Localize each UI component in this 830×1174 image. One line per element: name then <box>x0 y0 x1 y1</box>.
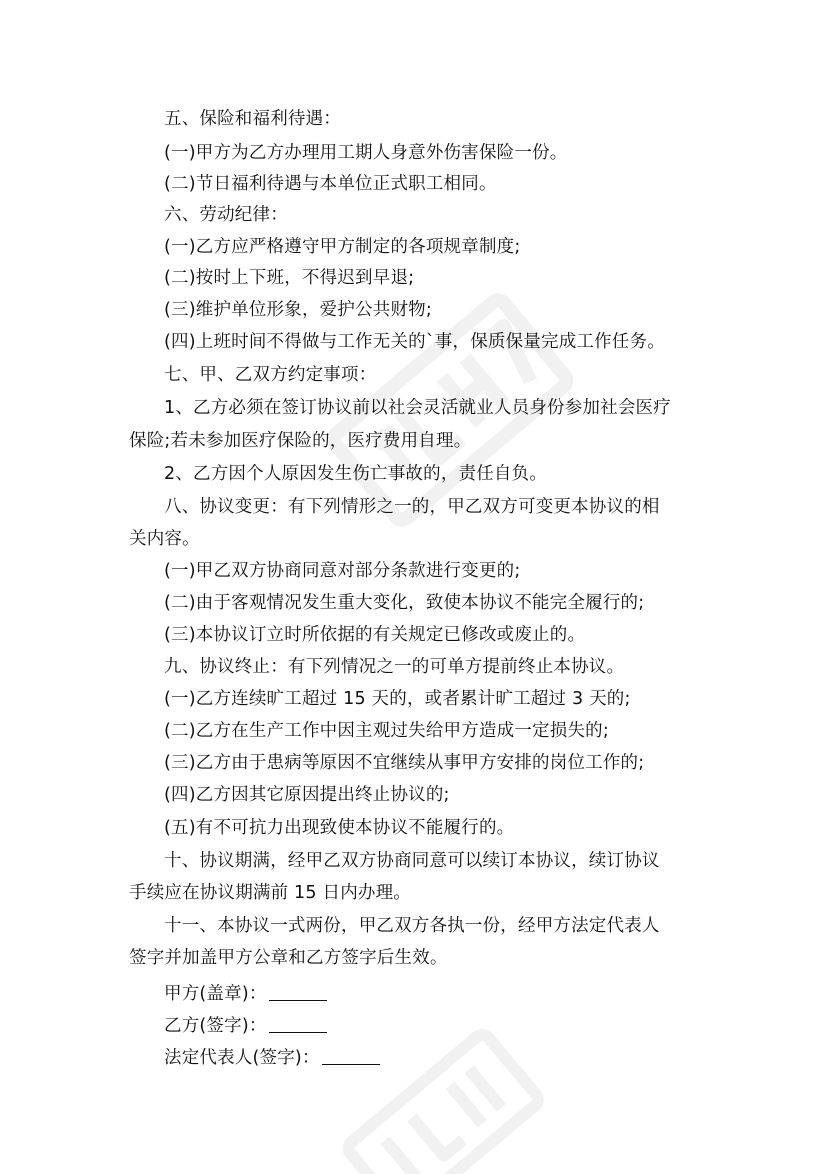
paragraph-line: 1、乙方必须在签订协议前以社会灵活就业人员身份参加社会医疗 <box>164 398 671 418</box>
paragraph-line: (一)乙方连续旷工超过 15 天的，或者累计旷工超过 3 天的; <box>164 689 631 709</box>
paragraph-line: (三)本协议订立时所依据的有关规定已修改或废止的。 <box>164 625 586 645</box>
paragraph-line: (三)维护单位形象，爱护公共财物; <box>164 300 432 320</box>
paragraph-line: 关内容。 <box>129 529 200 549</box>
paragraph-line: (二)乙方在生产工作中因主观过失给甲方造成一定损失的; <box>164 721 609 741</box>
signature-party-b-blank[interactable] <box>269 1014 327 1033</box>
heading-agreement-expiry: 十、协议期满，经甲乙双方协商同意可以续订本协议，续订协议 <box>164 851 660 871</box>
paragraph-line: (五)有不可抗力出现致使本协议不能履行的。 <box>164 818 515 838</box>
paragraph-line: 2、乙方因个人原因发生伤亡事故的，责任自负。 <box>164 464 548 484</box>
signature-legal-rep <box>164 1046 380 1069</box>
paragraph-line: 手续应在协议期满前 15 日内办理。 <box>129 883 411 903</box>
heading-agreement-change: 八、协议变更：有下列情形之一的，甲乙双方可变更本协议的相 <box>164 497 660 517</box>
signature-legal-rep-blank[interactable] <box>322 1046 380 1065</box>
paragraph-line: (二)由于客观情况发生重大变化，致使本协议不能完全履行的; <box>164 593 645 613</box>
signature-party-a <box>164 982 327 1005</box>
paragraph-line: (一)乙方应严格遵守甲方制定的各项规章制度; <box>164 237 521 257</box>
paragraph-line: (四)上班时间不得做与工作无关的`事，保质保量完成工作任务。 <box>164 332 665 352</box>
paragraph-line: (一)甲方为乙方办理用工期人身意外伤害保险一份。 <box>164 143 568 163</box>
heading-insurance: 五、保险和福利待遇： <box>164 109 341 129</box>
paragraph-line: (二)节日福利待遇与本单位正式职工相同。 <box>164 174 497 194</box>
heading-agreed-matters: 七、甲、乙双方约定事项： <box>164 365 377 385</box>
heading-copies: 十一、本协议一式两份，甲乙双方各执一份，经甲方法定代表人 <box>164 916 660 936</box>
signature-party-a-label: 甲方(盖章)： <box>164 984 267 1004</box>
paragraph-line: 签字并加盖甲方公章和乙方签字后生效。 <box>129 948 448 968</box>
heading-agreement-termination: 九、协议终止：有下列情况之一的可单方提前终止本协议。 <box>164 657 625 677</box>
watermark-logo-bottom <box>330 1010 550 1174</box>
paragraph-line: (三)乙方由于患病等原因不宜继续从事甲方安排的岗位工作的; <box>164 753 645 773</box>
paragraph-line: (二)按时上下班，不得迟到早退; <box>164 268 415 288</box>
signature-legal-rep-label: 法定代表人(签字)： <box>164 1048 320 1068</box>
signature-party-a-blank[interactable] <box>269 982 327 1001</box>
heading-discipline: 六、劳动纪律： <box>164 205 288 225</box>
signature-party-b <box>164 1014 327 1037</box>
paragraph-line: 保险;若未参加医疗保险的，医疗费用自理。 <box>129 431 472 451</box>
paragraph-line: (一)甲乙双方协商同意对部分条款进行变更的; <box>164 561 521 581</box>
signature-party-b-label: 乙方(签字)： <box>164 1016 267 1036</box>
paragraph-line: (四)乙方因其它原因提出终止协议的; <box>164 785 450 805</box>
